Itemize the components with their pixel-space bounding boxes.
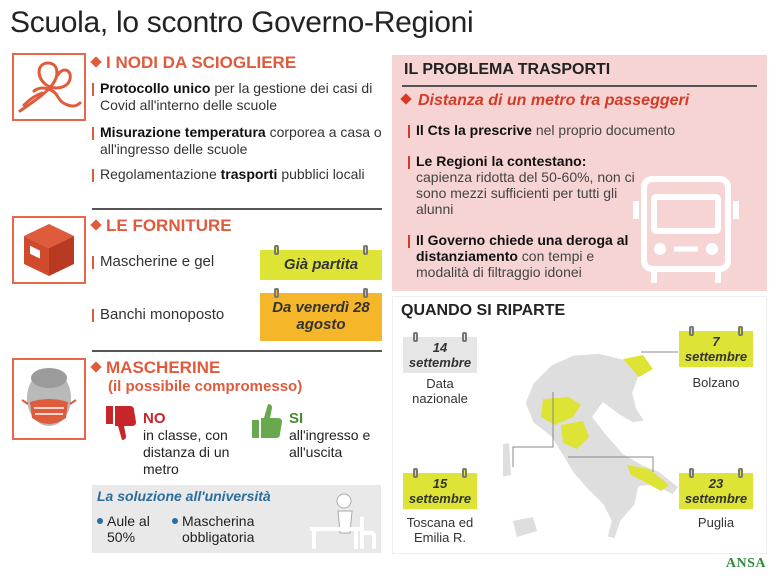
caption-nazionale: Data nazionale: [412, 376, 468, 406]
bus-icon: [632, 171, 740, 287]
riparte-panel: [392, 296, 767, 554]
no-label: NO: [143, 410, 166, 427]
forniture-item-banchi: Banchi monoposto: [92, 306, 262, 323]
divider: [92, 350, 382, 352]
face-mask-icon: [14, 360, 84, 438]
nodi-item-trasporti: Regolamentazione trasporti pubblici locali: [92, 166, 382, 183]
riparte-heading: QUANDO SI RIPARTE: [401, 302, 566, 319]
status-badge-gia-partita: Già partita: [260, 250, 382, 280]
si-label: SI: [289, 410, 304, 427]
calendar-pin-icon: [274, 288, 279, 298]
universita-item: Aule al 50%: [97, 513, 162, 545]
calendar-bolzano: 7 settembre: [679, 331, 753, 367]
thumbs-up-icon: [250, 402, 284, 440]
nodi-item-temperatura: Misurazione temperatura corporea a casa o all'ingresso delle scuole: [92, 124, 382, 158]
universita-box: [92, 485, 381, 553]
calendar-puglia: 23 settembre: [679, 473, 753, 509]
student-desk-icon: [304, 489, 378, 551]
caption-toscana: Toscana ed Emilia R.: [406, 515, 474, 545]
trasporti-subheading: Distanza di un metro tra passeggeri: [402, 92, 689, 110]
trasporti-item-regioni: Le Regioni la contestano: capienza ridotta del 50-60%, non ci sono mezzi sufficienti per tutti gli alunni: [408, 153, 638, 217]
box-icon-box: [12, 216, 86, 284]
trasporti-item-governo: Il Governo chiede una deroga al distanziamento con tempi e modalità di filtraggio idonei: [408, 232, 638, 280]
forniture-heading: LE FORNITURE: [92, 216, 232, 236]
universita-title: La soluzione all'università: [97, 488, 271, 504]
trasporti-panel: [392, 55, 767, 291]
trasporti-heading: IL PROBLEMA TRASPORTI: [404, 61, 611, 78]
si-text: all'ingresso e all'uscita: [289, 427, 371, 460]
page-title: Scuola, lo scontro Governo-Regioni: [10, 6, 474, 39]
nodi-item-protocollo: Protocollo unico per la gestione dei casi di Covid all'interno delle scuole: [92, 80, 382, 114]
divider: [92, 208, 382, 210]
calendar-toscana: 15 settembre: [403, 473, 477, 509]
mascherine-subheading: (il possibile compromesso): [108, 378, 303, 395]
caption-puglia: Puglia: [697, 515, 735, 530]
thumbs-down-icon: [104, 404, 138, 442]
package-icon: [14, 218, 84, 282]
knot-icon-box: [12, 53, 86, 121]
forniture-item-mascherine: Mascherine e gel: [92, 253, 262, 270]
nodi-heading: I NODI DA SCIOGLIERE: [92, 53, 296, 73]
universita-item: Mascherina obbligatoria: [172, 513, 282, 545]
calendar-nazionale: 14 settembre: [403, 337, 477, 373]
mask-icon-box: [12, 358, 86, 440]
divider: [402, 85, 757, 87]
trasporti-item-cts: Il Cts la prescrive nel proprio documento: [408, 122, 708, 138]
calendar-pin-icon: [363, 288, 368, 298]
calendar-pin-icon: [363, 245, 368, 255]
mascherine-heading: MASCHERINE: [92, 358, 220, 378]
calendar-pin-icon: [274, 245, 279, 255]
no-text: in classe, con distanza di un metro: [143, 427, 230, 477]
caption-bolzano: Bolzano: [692, 375, 740, 390]
status-badge-da-venerdi: Da venerdì 28 agosto: [260, 293, 382, 341]
ansa-logo: ANSA: [725, 556, 766, 571]
knot-icon: [14, 55, 84, 119]
